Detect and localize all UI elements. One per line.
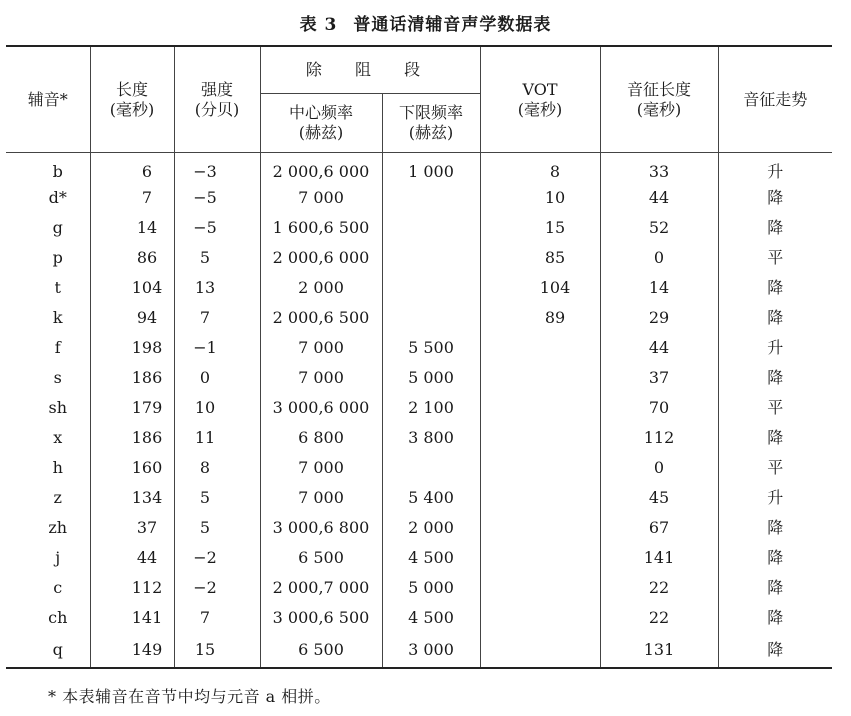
footnote: * 本表辅音在音节中均与元音 a 相拼。 [48, 687, 331, 706]
cell-center-freq: 7 000 [260, 453, 382, 483]
cell-consonant: s [6, 363, 90, 393]
cell-center-freq: 7 000 [260, 333, 382, 363]
cell-transition-length: 22 [600, 603, 718, 633]
cell-lower-freq: 5 500 [382, 333, 480, 363]
cell-transition-trend: 降 [767, 608, 784, 627]
cell-center-freq: 7 000 [260, 183, 382, 213]
cell-vot [480, 423, 600, 453]
cell-consonant: q [6, 633, 90, 668]
table-row [6, 333, 832, 363]
cell-lower-freq [382, 183, 480, 213]
cell-transition-length: 45 [600, 483, 718, 513]
cell-transition-length: 0 [600, 243, 718, 273]
cell-intensity: 10 [174, 393, 260, 423]
cell-lower-freq [382, 303, 480, 333]
table-row [6, 393, 832, 423]
cell-center-freq: 1 600,6 500 [260, 213, 382, 243]
cell-intensity: −2 [174, 543, 260, 573]
cell-length: 186 [90, 423, 174, 453]
cell-intensity: 5 [174, 513, 260, 543]
header-intensity-text: 强度 (分贝) [194, 79, 240, 119]
cell-length: 7 [90, 183, 174, 213]
cell-transition-trend: 降 [767, 368, 784, 387]
cell-consonant: d* [6, 183, 90, 213]
cell-lower-freq: 2 000 [382, 513, 480, 543]
cell-lower-freq: 2 100 [382, 393, 480, 423]
cell-transition-trend: 升 [767, 488, 784, 507]
caption-text: 普通话清辅音声学数据表 [353, 15, 552, 35]
cell-length: 6 [90, 153, 174, 184]
cell-lower-freq: 4 500 [382, 603, 480, 633]
table-row [6, 513, 832, 543]
cell-vot: 8 [480, 153, 600, 184]
cell-transition-trend: 降 [767, 578, 784, 597]
cell-center-freq: 2 000,7 000 [260, 573, 382, 603]
cell-transition-trend: 平 [767, 398, 784, 417]
table-row [6, 453, 832, 483]
header-lower-freq-text: 下限频率 (赫兹) [398, 103, 463, 142]
table-row [6, 273, 832, 303]
cell-transition-trend: 降 [767, 548, 784, 567]
table-row [6, 573, 832, 603]
cell-center-freq: 6 800 [260, 423, 382, 453]
cell-transition-length: 44 [600, 333, 718, 363]
cell-intensity: −5 [174, 213, 260, 243]
cell-length: 86 [90, 243, 174, 273]
cell-intensity: −5 [174, 183, 260, 213]
cell-transition-trend: 升 [767, 162, 784, 181]
cell-center-freq: 7 000 [260, 483, 382, 513]
table-row [6, 483, 832, 513]
cell-intensity: −3 [174, 153, 260, 184]
table-row [6, 543, 832, 573]
cell-vot [480, 633, 600, 668]
cell-transition-length: 112 [600, 423, 718, 453]
cell-consonant: p [6, 243, 90, 273]
cell-center-freq: 2 000,6 000 [260, 153, 382, 184]
cell-transition-length: 131 [600, 633, 718, 668]
cell-vot [480, 603, 600, 633]
cell-length: 112 [90, 573, 174, 603]
cell-center-freq: 2 000,6 000 [260, 243, 382, 273]
table-row [6, 243, 832, 273]
cell-consonant: j [6, 543, 90, 573]
cell-vot [480, 543, 600, 573]
cell-length: 44 [90, 543, 174, 573]
table-caption [0, 10, 851, 35]
cell-center-freq: 3 000,6 800 [260, 513, 382, 543]
table-row [6, 183, 832, 213]
table-row [6, 213, 832, 243]
cell-length: 94 [90, 303, 174, 333]
table-row [6, 423, 832, 453]
cell-transition-length: 67 [600, 513, 718, 543]
cell-transition-length: 14 [600, 273, 718, 303]
cell-transition-length: 141 [600, 543, 718, 573]
cell-vot: 89 [480, 303, 600, 333]
cell-length: 104 [90, 273, 174, 303]
header-burst-group: 除 阻 段 [260, 46, 480, 94]
cell-intensity: 11 [174, 423, 260, 453]
cell-consonant: c [6, 573, 90, 603]
cell-transition-trend: 平 [767, 458, 784, 477]
cell-length: 37 [90, 513, 174, 543]
cell-intensity: 5 [174, 243, 260, 273]
cell-transition-trend: 升 [767, 338, 784, 357]
cell-lower-freq: 4 500 [382, 543, 480, 573]
cell-lower-freq [382, 273, 480, 303]
cell-length: 179 [90, 393, 174, 423]
cell-transition-trend: 降 [767, 428, 784, 447]
cell-length: 186 [90, 363, 174, 393]
cell-length: 149 [90, 633, 174, 668]
cell-vot [480, 573, 600, 603]
header-intensity [174, 46, 260, 153]
cell-consonant: k [6, 303, 90, 333]
cell-center-freq: 3 000,6 500 [260, 603, 382, 633]
cell-vot [480, 453, 600, 483]
cell-lower-freq [382, 453, 480, 483]
cell-intensity: 7 [174, 303, 260, 333]
cell-transition-length: 29 [600, 303, 718, 333]
cell-vot: 10 [480, 183, 600, 213]
cell-center-freq: 6 500 [260, 633, 382, 668]
cell-transition-trend: 降 [767, 518, 784, 537]
cell-transition-trend: 降 [767, 218, 784, 237]
cell-vot [480, 483, 600, 513]
header-transition-trend: 音征走势 [718, 46, 832, 153]
header-vot-text: VOT (毫秒) [517, 79, 563, 119]
cell-intensity: −1 [174, 333, 260, 363]
header-vot [480, 46, 600, 153]
header-transition-length-text: 音征长度 (毫秒) [626, 79, 691, 119]
cell-transition-length: 22 [600, 573, 718, 603]
header-transition-length [600, 46, 718, 153]
cell-intensity: 13 [174, 273, 260, 303]
cell-transition-length: 44 [600, 183, 718, 213]
cell-vot [480, 393, 600, 423]
cell-vot: 104 [480, 273, 600, 303]
cell-transition-length: 37 [600, 363, 718, 393]
cell-transition-trend: 降 [718, 633, 832, 668]
cell-consonant: b [6, 153, 90, 184]
cell-lower-freq: 5 400 [382, 483, 480, 513]
cell-consonant: ch [6, 603, 90, 633]
cell-consonant: t [6, 273, 90, 303]
cell-transition-trend: 降 [767, 308, 784, 327]
cell-vot: 15 [480, 213, 600, 243]
cell-transition-trend: 平 [767, 248, 784, 267]
cell-length: 198 [90, 333, 174, 363]
header-length [90, 46, 174, 153]
cell-lower-freq: 1 000 [382, 153, 480, 184]
cell-transition-length: 33 [600, 153, 718, 184]
cell-length: 160 [90, 453, 174, 483]
cell-length: 134 [90, 483, 174, 513]
header-consonant: 辅音* [6, 46, 90, 153]
cell-consonant: h [6, 453, 90, 483]
cell-intensity: 0 [174, 363, 260, 393]
cell-intensity: 7 [174, 603, 260, 633]
cell-lower-freq: 3 000 [382, 633, 480, 668]
cell-intensity: 8 [174, 453, 260, 483]
table-row [6, 603, 832, 633]
cell-length: 14 [90, 213, 174, 243]
cell-center-freq: 2 000,6 500 [260, 303, 382, 333]
cell-transition-trend: 降 [767, 278, 784, 297]
header-lower-freq [382, 94, 480, 153]
header-length-text: 长度 (毫秒) [109, 79, 155, 119]
cell-consonant: sh [6, 393, 90, 423]
header-center-freq-text: 中心频率 (赫兹) [288, 103, 353, 142]
cell-transition-length: 0 [600, 453, 718, 483]
cell-center-freq: 3 000,6 000 [260, 393, 382, 423]
cell-transition-trend: 降 [767, 188, 784, 207]
cell-lower-freq: 5 000 [382, 363, 480, 393]
table-row [6, 633, 832, 668]
cell-vot: 85 [480, 243, 600, 273]
cell-consonant: x [6, 423, 90, 453]
cell-vot [480, 363, 600, 393]
cell-length: 141 [90, 603, 174, 633]
header-center-freq [260, 94, 382, 153]
table-body [6, 153, 832, 669]
table-row [6, 303, 832, 333]
cell-intensity: 15 [174, 633, 260, 668]
consonant-data-table [6, 45, 832, 669]
cell-consonant: z [6, 483, 90, 513]
table-row [6, 153, 832, 184]
cell-center-freq: 6 500 [260, 543, 382, 573]
cell-vot [480, 513, 600, 543]
cell-lower-freq: 5 000 [382, 573, 480, 603]
cell-lower-freq [382, 213, 480, 243]
cell-transition-length: 70 [600, 393, 718, 423]
cell-lower-freq: 3 800 [382, 423, 480, 453]
cell-lower-freq [382, 243, 480, 273]
cell-consonant: g [6, 213, 90, 243]
cell-center-freq: 2 000 [260, 273, 382, 303]
caption-label: 表 3 [299, 15, 338, 35]
cell-consonant: zh [6, 513, 90, 543]
table-row [6, 363, 832, 393]
cell-consonant: f [6, 333, 90, 363]
cell-intensity: −2 [174, 573, 260, 603]
cell-vot [480, 333, 600, 363]
cell-transition-length: 52 [600, 213, 718, 243]
cell-center-freq: 7 000 [260, 363, 382, 393]
cell-intensity: 5 [174, 483, 260, 513]
